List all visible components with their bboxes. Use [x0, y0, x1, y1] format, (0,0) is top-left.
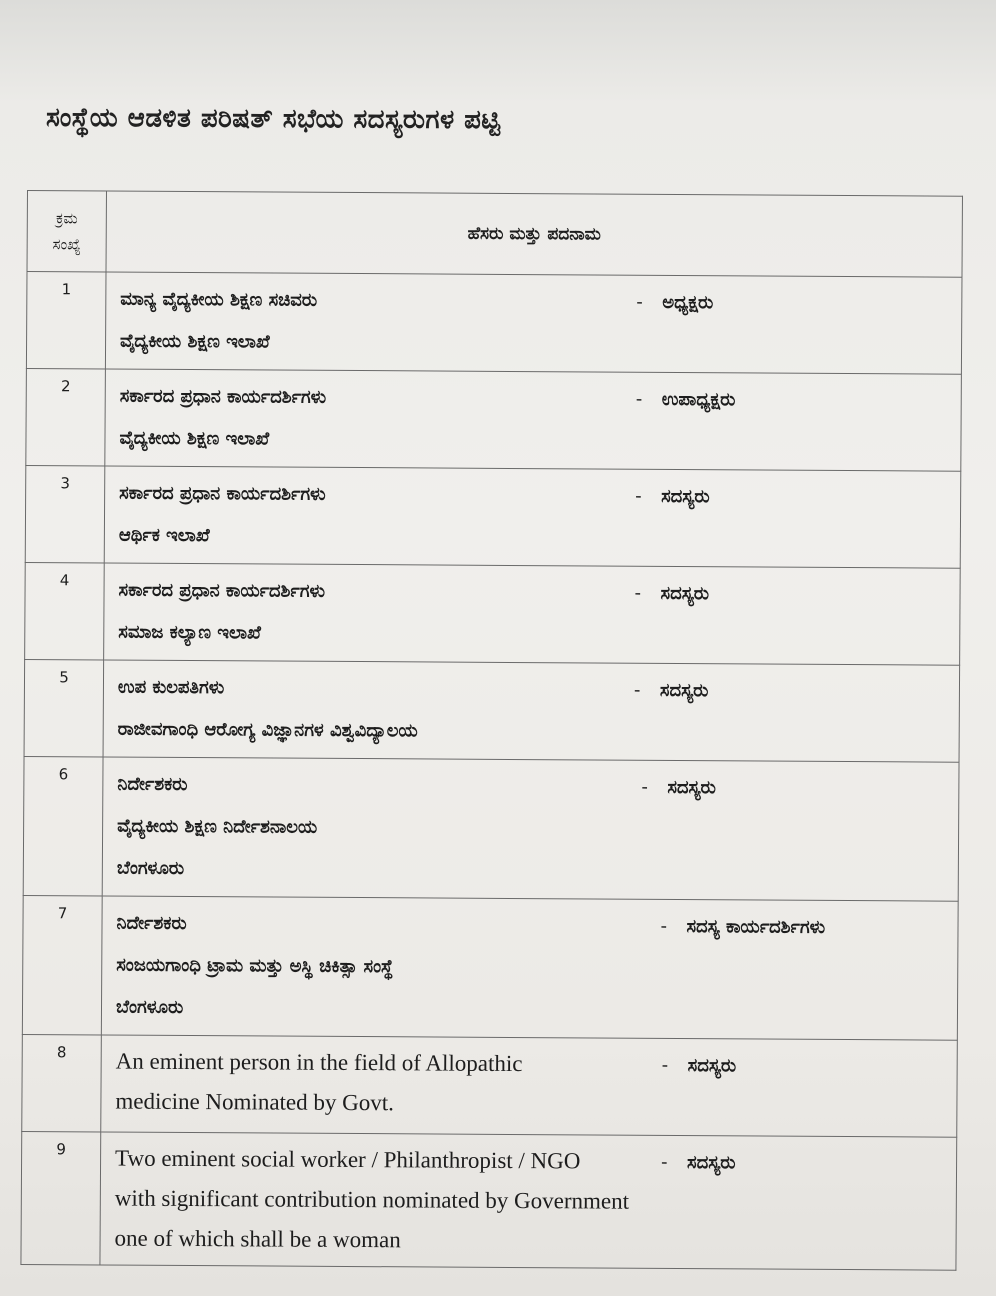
header-name-designation: ಹೆಸರು ಮತ್ತು ಪದನಾಮ — [106, 191, 962, 277]
row-line: ಬೆಂಗಳೂರು — [116, 857, 185, 879]
row-role — [634, 670, 709, 712]
row-number: 7 — [22, 895, 102, 1034]
page-title: ಸಂಸ್ಥೆಯ ಆಡಳಿತ ಪರಿಷತ್ ಸಭೆಯ ಸದಸ್ಯರುಗಳ ಪಟ್ಟಿ — [45, 102, 501, 136]
table-row — [25, 562, 961, 665]
row-role — [635, 476, 710, 518]
row-line: ವೈದ್ಯಕೀಯ ಶಿಕ್ಷಣ ಇಲಾಖೆ — [119, 427, 270, 450]
table-row — [22, 1034, 958, 1137]
row-number: 6 — [23, 756, 103, 895]
row-line: ಸರ್ಕಾರದ ಪ್ರಧಾನ ಕಾರ್ಯದರ್ಶಿಗಳು — [119, 385, 327, 408]
role-text: ಉಪಾಧ್ಯಕ್ಷರು — [661, 388, 736, 411]
row-line: ನಿರ್ದೇಶಕರು — [116, 912, 187, 934]
row-description — [103, 660, 960, 762]
row-number: 5 — [24, 659, 104, 756]
row-line: ನಿರ್ದೇಶಕರು — [117, 773, 188, 795]
role-dash: - — [661, 1151, 668, 1173]
role-text: ಸದಸ್ಯರು — [687, 1055, 737, 1077]
row-role — [662, 1045, 737, 1087]
role-text: ಸದಸ್ಯರು — [667, 776, 716, 799]
role-text: ಅಧ್ಯಕ್ಷರು — [662, 291, 714, 314]
row-number: 1 — [26, 272, 106, 369]
row-description — [105, 369, 962, 471]
table-row — [23, 756, 959, 901]
role-dash: - — [636, 291, 643, 313]
row-description — [101, 1035, 958, 1137]
row-role — [636, 282, 713, 324]
members-table — [20, 190, 963, 1271]
row-description — [105, 272, 962, 374]
table-header-row — [27, 191, 962, 278]
row-role — [636, 379, 736, 422]
table-row — [25, 465, 961, 568]
row-number: 4 — [25, 562, 105, 659]
row-role — [634, 573, 709, 615]
role-text: ಸದಸ್ಯರು — [687, 1152, 736, 1174]
row-line: Two eminent social worker / Philanthropist / NGO — [115, 1145, 581, 1174]
row-line: ರಾಜೀವಗಾಂಧಿ ಆರೋಗ್ಯ ವಿಜ್ಞಾನಗಳ ವಿಶ್ವವಿದ್ಯಾಲಯ — [117, 718, 418, 742]
role-dash: - — [641, 776, 648, 798]
table-row — [24, 659, 960, 762]
row-role — [660, 906, 825, 949]
row-line: ಆರ್ಥಿಕ ಇಲಾಖೆ — [118, 524, 210, 547]
table-row — [21, 1131, 957, 1270]
row-description — [104, 466, 961, 568]
table-row — [22, 895, 958, 1040]
role-text: ಸದಸ್ಯ ಕಾರ್ಯದರ್ಶಿಗಳು — [686, 916, 826, 938]
row-line: ಸಂಜಯಗಾಂಧಿ ಟ್ರಾಮ ಮತ್ತು ಅಸ್ಥಿ ಚಿಕಿತ್ಸಾ ಸಂಸ್ಥೆ — [116, 954, 394, 978]
row-line: ವೈದ್ಯಕೀಯ ಶಿಕ್ಷಣ ನಿರ್ದೇಶನಾಲಯ — [117, 815, 318, 838]
row-description — [102, 757, 959, 901]
table-row — [26, 272, 962, 375]
row-description — [100, 1132, 957, 1270]
role-dash: - — [633, 679, 641, 701]
role-text: ಸದಸ್ಯರು — [659, 679, 709, 702]
row-line: ಸರ್ಕಾರದ ಪ್ರಧಾನ ಕಾರ್ಯದರ್ಶಿಗಳು — [119, 482, 326, 505]
row-line: one of which shall be a woman — [114, 1225, 401, 1253]
row-line: with significant contribution nominated by Government — [114, 1185, 630, 1214]
row-line: ಬೆಂಗಳೂರು — [115, 996, 184, 1018]
header-serial-number — [27, 191, 106, 272]
role-text: ಸದಸ್ಯರು — [661, 485, 710, 508]
header-serial-line1: ಕ್ರಮ — [55, 209, 78, 228]
role-dash: - — [634, 582, 642, 604]
table-row — [26, 368, 962, 471]
row-description — [104, 563, 961, 665]
role-dash: - — [635, 388, 643, 410]
role-dash: - — [635, 485, 642, 507]
row-line: An eminent person in the field of Allopathic — [115, 1048, 523, 1077]
row-number: 2 — [26, 368, 106, 465]
row-role — [641, 767, 716, 809]
row-line: medicine Nominated by Govt. — [115, 1088, 395, 1116]
row-number: 8 — [22, 1034, 102, 1131]
row-line: ವೈದ್ಯಕೀಯ ಶಿಕ್ಷಣ ಇಲಾಖೆ — [120, 330, 270, 353]
role-dash: - — [660, 915, 668, 937]
row-line: ಸಮಾಜ ಕಲ್ಯಾಣ ಇಲಾಖೆ — [118, 621, 261, 644]
row-description — [101, 896, 958, 1040]
row-line: ಉಪ ಕುಲಪತಿಗಳು — [117, 676, 225, 699]
row-number: 9 — [21, 1131, 101, 1264]
row-number: 3 — [25, 465, 105, 562]
row-role — [661, 1142, 736, 1184]
role-text: ಸದಸ್ಯರು — [660, 582, 710, 605]
row-line: ಸರ್ಕಾರದ ಪ್ರಧಾನ ಕಾರ್ಯದರ್ಶಿಗಳು — [118, 579, 326, 602]
role-dash: - — [661, 1054, 669, 1076]
header-serial-line2: ಸಂಖ್ಯೆ — [52, 235, 81, 254]
row-line: ಮಾನ್ಯ ವೈದ್ಯಕೀಯ ಶಿಕ್ಷಣ ಸಚಿವರು — [120, 288, 318, 311]
